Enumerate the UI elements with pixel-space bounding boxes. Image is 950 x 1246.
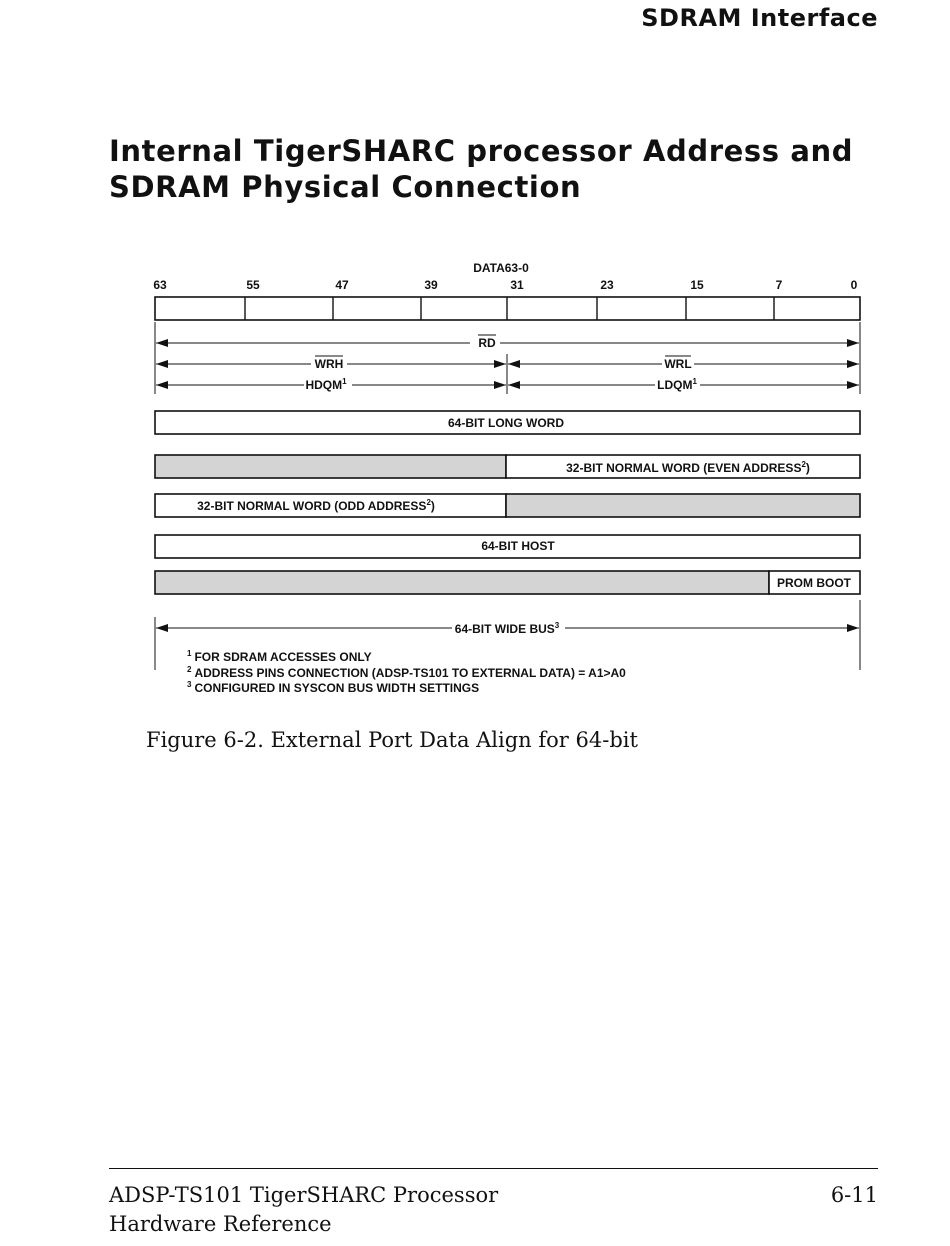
row-prom-boot: PROM BOOT — [777, 576, 851, 590]
footnote-2 — [187, 665, 626, 680]
wide-bus-sup: 3 — [554, 621, 560, 630]
signal-ldqm-sup: 1 — [692, 377, 697, 386]
footnote-3-number: 3 — [187, 680, 192, 689]
row-even-word — [566, 460, 810, 475]
section-title-line-2: SDRAM Physical Connection — [109, 170, 582, 204]
bit-tick-31: 31 — [510, 278, 524, 292]
footer-rule — [109, 1168, 878, 1169]
footnote-3 — [187, 680, 479, 695]
bit-tick-7: 7 — [775, 278, 783, 292]
page-number: 6-11 — [830, 1183, 878, 1207]
signal-hdqm-label: HDQM — [305, 378, 343, 392]
footnote-2-text: ADDRESS PINS CONNECTION (ADSP-TS101 TO EXTERNAL DATA) = A1>A0 — [194, 666, 626, 680]
footnote-1-text: FOR SDRAM ACCESSES ONLY — [194, 650, 372, 664]
bit-tick-55: 55 — [246, 278, 260, 292]
signal-wrl: WRL — [664, 357, 692, 371]
footnote-1-number: 1 — [187, 649, 192, 658]
signal-wrh: WRH — [314, 357, 344, 371]
row-even-word-sup: 2 — [801, 460, 806, 469]
signal-ldqm — [657, 377, 697, 392]
row-host: 64-BIT HOST — [481, 539, 555, 553]
running-header: SDRAM Interface — [641, 4, 878, 32]
bit-tick-23: 23 — [600, 278, 614, 292]
section-title-line-1: Internal TigerSHARC processor Address and — [109, 134, 854, 168]
bit-tick-15: 15 — [690, 278, 704, 292]
footer-book-line-2: Hardware Reference — [109, 1212, 332, 1236]
row-odd-word-paren: ) — [430, 499, 435, 513]
footnote-2-number: 2 — [187, 665, 192, 674]
row-even-word-paren: ) — [805, 461, 810, 475]
signal-rd: RD — [478, 336, 496, 350]
data-bus-label: DATA63-0 — [473, 261, 529, 275]
wide-bus-text: 64-BIT WIDE BUS — [454, 622, 555, 636]
row-odd-word — [197, 498, 435, 513]
footer-book-title — [109, 1181, 498, 1239]
bit-tick-39: 39 — [424, 278, 438, 292]
row-odd-word-label: 32-BIT NORMAL WORD (ODD ADDRESS — [197, 499, 427, 513]
row-odd-shaded — [506, 494, 860, 517]
bit-tick-63: 63 — [153, 278, 167, 292]
signal-ldqm-label: LDQM — [657, 378, 693, 392]
wide-bus-label — [455, 621, 560, 636]
signal-hdqm — [305, 377, 347, 392]
row-long-word: 64-BIT LONG WORD — [448, 416, 564, 430]
footnote-3-text: CONFIGURED IN SYSCON BUS WIDTH SETTINGS — [194, 681, 480, 695]
figure-caption: Figure 6-2. External Port Data Align for 64-bit — [146, 728, 638, 752]
footnote-1 — [187, 649, 372, 664]
row-even-shaded — [155, 455, 506, 478]
row-even-word-label: 32-BIT NORMAL WORD (EVEN ADDRESS — [566, 461, 802, 475]
extension-lines — [155, 322, 860, 394]
footer-book-line-1: ADSP-TS101 TigerSHARC Processor — [109, 1183, 499, 1207]
row-prom-shaded — [155, 571, 769, 594]
bit-tick-0: 0 — [850, 278, 858, 292]
row-odd-word-sup: 2 — [426, 498, 431, 507]
bit-tick-47: 47 — [335, 278, 349, 292]
signal-hdqm-sup: 1 — [342, 377, 347, 386]
